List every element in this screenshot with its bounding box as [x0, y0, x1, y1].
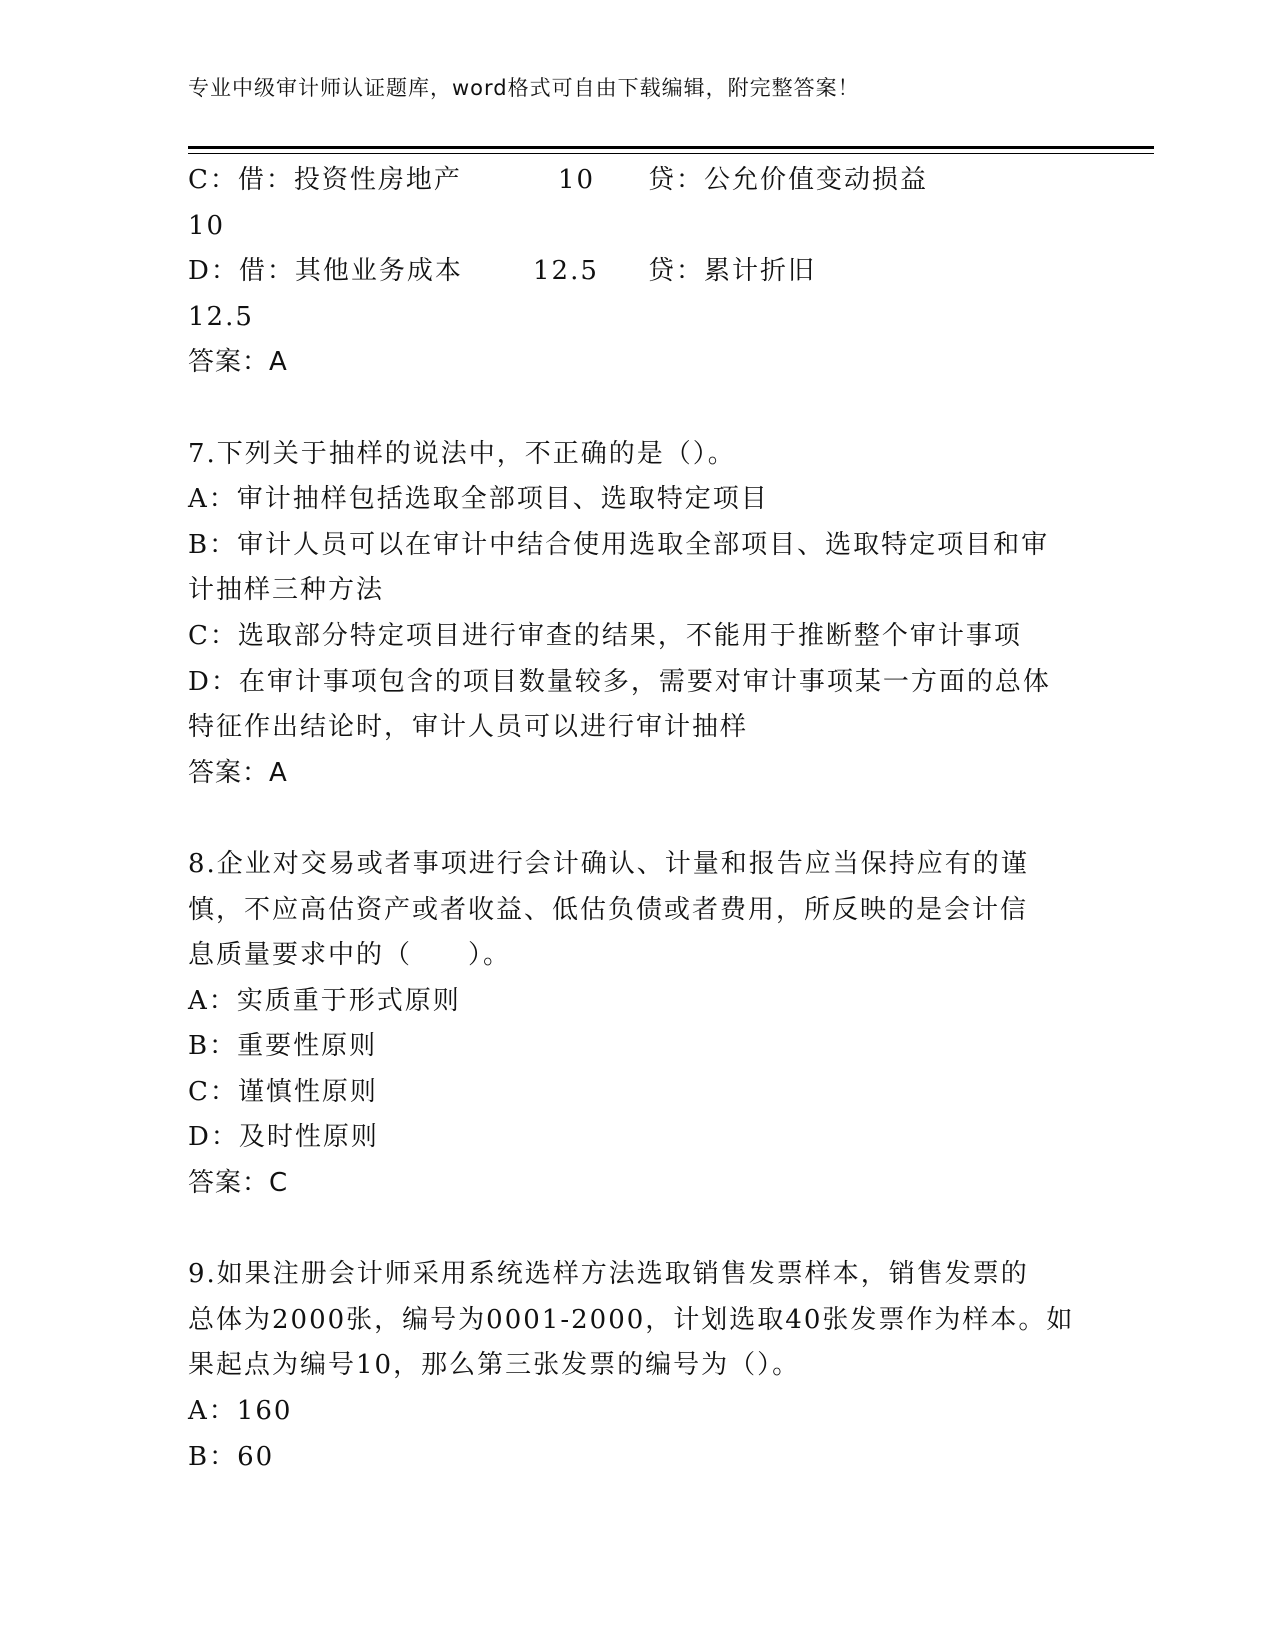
q6-d-credit: 贷：累计折旧	[648, 256, 817, 287]
q9-option-b: B：60	[188, 1441, 275, 1472]
q6-d-debit-amount: 12.5	[533, 256, 599, 287]
q7-option-d-line1: D：在审计事项包含的项目数量较多，需要对审计事项某一方面的总体	[188, 666, 1051, 697]
q7-answer: 答案：A	[188, 757, 288, 788]
q8-option-d: D：及时性原则	[188, 1122, 379, 1153]
page-header: 专业中级审计师认证题库，word格式可自由下载编辑，附完整答案！	[188, 76, 860, 100]
q7-option-b-line1: B：审计人员可以在审计中结合使用选取全部项目、选取特定项目和审	[188, 529, 1050, 560]
q9-stem-line3: 果起点为编号10，那么第三张发票的编号为（）。	[188, 1350, 801, 1381]
q9-stem-line2: 总体为2000张，编号为0001-2000，计划选取40张发票作为样本。如	[188, 1304, 1075, 1335]
header-rule-thin	[188, 153, 1154, 154]
q9-option-a: A：160	[188, 1396, 293, 1427]
q8-stem-line1: 8.企业对交易或者事项进行会计确认、计量和报告应当保持应有的谨	[188, 848, 1029, 879]
q7-option-a: A：审计抽样包括选取全部项目、选取特定项目	[188, 484, 769, 515]
spacer	[188, 1207, 1088, 1253]
document-body	[188, 158, 1088, 1480]
q6-c-credit-amount: 10	[188, 210, 226, 241]
q8-option-c: C：谨慎性原则	[188, 1076, 378, 1107]
q6-option-c	[188, 158, 1088, 204]
q8-answer: 答案：C	[188, 1168, 289, 1199]
q6-option-d	[188, 249, 1088, 295]
q8-stem-line2: 慎，不应高估资产或者收益、低估负债或者费用，所反映的是会计信	[188, 894, 1029, 925]
q7-option-d-line2: 特征作出结论时，审计人员可以进行审计抽样	[188, 712, 749, 743]
q6-c-credit: 贷：公允价值变动损益	[648, 165, 929, 195]
q6-c-option: C：借：投资性房地产	[188, 165, 462, 195]
header-rule	[188, 146, 1154, 149]
q6-d-option: D：借：其他业务成本	[188, 256, 463, 287]
spacer	[188, 796, 1088, 842]
q8-option-b: B：重要性原则	[188, 1031, 378, 1062]
q6-c-debit-amount: 10	[558, 165, 596, 195]
q7-option-c: C：选取部分特定项目进行审查的结果，不能用于推断整个审计事项	[188, 620, 1022, 651]
q9-stem-line1: 9.如果注册会计师采用系统选样方法选取销售发票样本，销售发票的	[188, 1259, 1029, 1290]
q8-option-a: A：实质重于形式原则	[188, 985, 461, 1016]
q6-answer: 答案：A	[188, 347, 288, 378]
spacer	[188, 386, 1088, 432]
q8-stem-line3: 息质量要求中的（ ）。	[188, 940, 512, 971]
q7-stem: 7.下列关于抽样的说法中，不正确的是（）。	[188, 438, 736, 469]
q6-d-credit-amount: 12.5	[188, 301, 254, 332]
q7-option-b-line2: 计抽样三种方法	[188, 575, 385, 606]
